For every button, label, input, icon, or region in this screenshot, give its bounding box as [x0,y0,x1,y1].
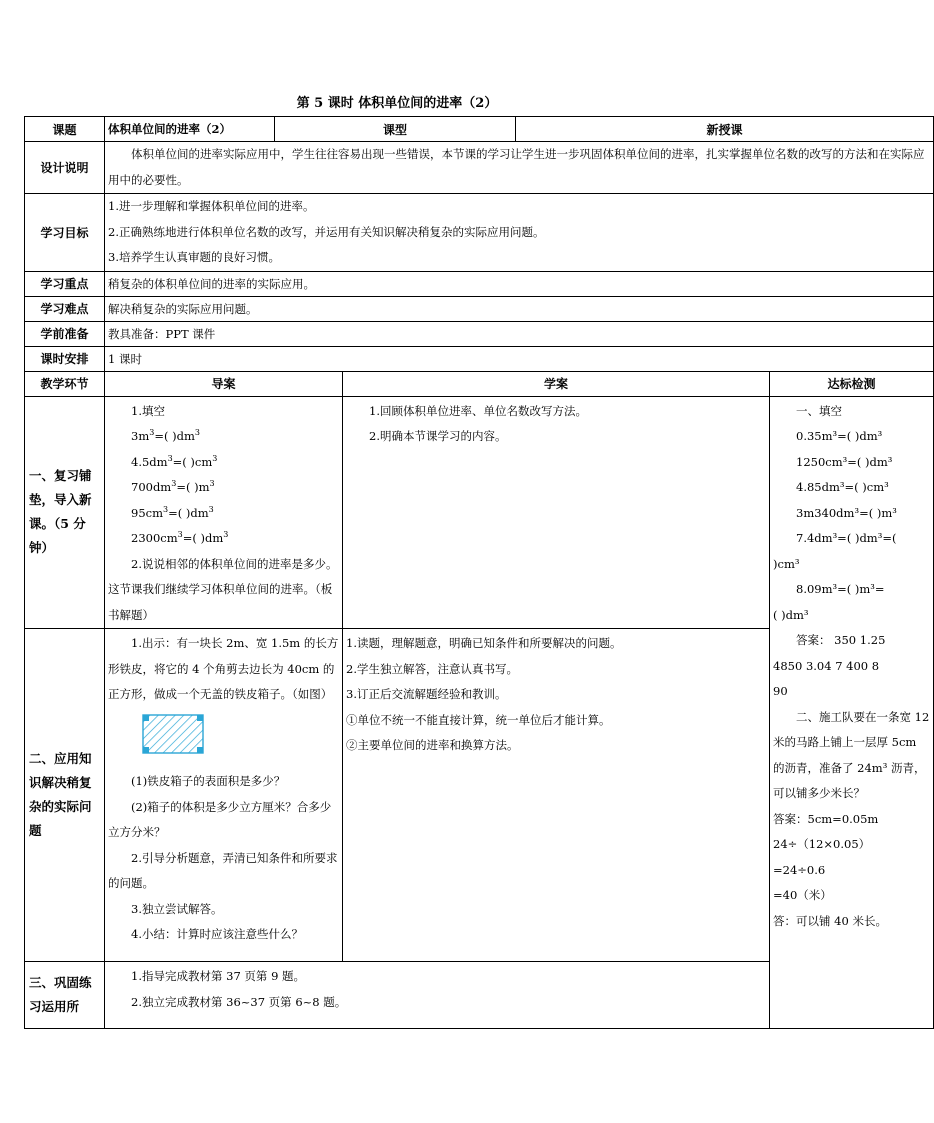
check-column [770,396,934,1029]
check-solution: 答：可以铺 40 米长。 [773,913,887,928]
check-solution: 答案：5cm=0.05m [773,811,879,826]
check-answer: 90 [773,684,788,698]
learn-item: ①单位不统一不能直接计算，统一单位后才能计算。 [346,712,611,727]
check-fill: 7.4dm³=( )dm³=( [796,531,897,545]
section-3-label: 三、巩固练习运用所 [25,962,105,1029]
check-fill: ( )dm³ [773,607,809,622]
check-fill: 4.85dm³=( )cm³ [796,480,889,494]
check-solution: =24÷0.6 [773,862,826,877]
goals-label: 学习目标 [25,194,105,272]
sheet-figure [142,714,204,754]
key-label: 学习重点 [25,271,105,296]
check-answer: 答案： 350 1.25 [796,633,886,647]
goal-item: 2.正确熟练地进行体积单位名数的改写，并运用有关知识解决稍复杂的实际应用问题。 [108,224,545,239]
fill-item: $3m^3=$( )$dm^3$ [131,428,200,443]
check-solution: =40（米） [773,888,832,902]
design-label: 设计说明 [25,142,105,194]
schedule-text: 1 课时 [105,346,934,371]
learn-item: 1.读题，理解题意，明确已知条件和所要解决的问题。 [346,636,622,650]
goal-item: 1.进一步理解和掌握体积单位间的进率。 [108,199,315,213]
col-stage: 教学环节 [25,371,105,396]
guide-problem: 1.出示：有一块长 2m、宽 1.5m 的长方形铁皮，将它的 4 个角剪去边长为 40cm 的正方形，做成一个无盖的铁皮箱子。（如图） [108,636,339,701]
learn-item: 2.学生独立解答，注意认真书写。 [346,661,518,676]
design-text: 体积单位间的进率实际应用中，学生往往容易出现一些错误，本节课的学习让学生进一步巩固体积单位间的进率，扎实掌握单位名数的改写的方法和在实际应用中的必要性。 [105,142,934,194]
learn-item: 1.回顾体积单位进率、单位名数改写方法。 [369,403,587,418]
prep-label: 学前准备 [25,321,105,346]
check-heading: 一、填空 [796,403,843,418]
design-row [25,142,934,194]
section-2-label: 二、应用知识解决稍复杂的实际问题 [25,629,105,962]
col-guide: 导案 [105,371,343,396]
guide-fill-intro: 1.填空 [131,403,165,418]
guide-step: 4.小结：计算时应该注意些什么？ [131,927,303,941]
learn-item: ②主要单位间的进率和换算方法。 [346,738,519,752]
guide-step: 2.引导分析题意，弄清已知条件和所要求的问题。 [108,850,338,890]
prep-text: 教具准备：PPT 课件 [105,321,934,346]
lesson-plan-table [24,116,934,1029]
check-problem: 二、施工队要在一条宽 12 米的马路上铺上一层厚 5cm 的沥青，准备了 24m³ 沥青，可以铺多少米长？ [773,709,930,800]
check-fill: 8.09m³=( )m³= [796,582,885,596]
col-learn: 学案 [343,371,770,396]
goals-row [25,194,934,272]
schedule-label: 课时安排 [25,346,105,371]
check-solution: 24÷（12×0.05） [773,837,871,851]
fill-item: $700dm^3=$( )$m^3$ [131,479,215,494]
guide-question: (1)铁皮箱子的表面积是多少？ [131,774,286,788]
check-fill: )cm³ [773,556,800,571]
topic-label: 课题 [25,117,105,142]
type-label: 课型 [275,117,516,142]
header-row [25,117,934,142]
check-fill: 3m340dm³=( )m³ [796,505,897,520]
check-answer: 4850 3.04 7 400 8 [773,658,880,673]
check-fill: 0.35m³=( )dm³ [796,429,883,443]
section-1-row [25,396,934,629]
check-fill: 1250cm³=( )dm³ [796,454,893,469]
guide-note: 2.说说相邻的体积单位间的进率是多少。这节课我们继续学习体积单位间的进率。（板书解题） [108,556,338,622]
fill-item: $2300cm^3=$( )$dm^3$ [131,530,229,545]
goal-item: 3.培养学生认真审题的良好习惯。 [108,250,280,264]
page-title: 第 5 课时 体积单位间的进率（2） [296,96,498,111]
difficulty-text: 解决稍复杂的实际应用问题。 [105,296,934,321]
type-value: 新授课 [516,117,934,142]
fill-item: $95cm^3=$( )$dm^3$ [131,504,214,520]
practice-item: 2.独立完成教材第 36~37 页第 6~8 题。 [131,994,347,1009]
topic-value: 体积单位间的进率（2） [105,117,275,142]
practice-item: 1.指导完成教材第 37 页第 9 题。 [131,969,306,983]
difficulty-label: 学习难点 [25,296,105,321]
key-text: 稍复杂的体积单位间的进率的实际应用。 [105,271,934,296]
guide-question: (2)箱子的体积是多少立方厘米？合多少立方分米？ [108,799,332,839]
guide-step: 3.独立尝试解答。 [131,901,223,916]
columns-row [25,371,934,396]
col-check: 达标检测 [770,371,934,396]
fill-item: $4.5dm^3=$( )$cm^3$ [131,453,218,469]
learn-item: 2.明确本节课学习的内容。 [369,429,507,443]
learn-item: 3.订正后交流解题经验和教训。 [346,687,507,701]
section-1-label: 一、复习铺垫，导入新课。（5 分钟） [25,396,105,629]
